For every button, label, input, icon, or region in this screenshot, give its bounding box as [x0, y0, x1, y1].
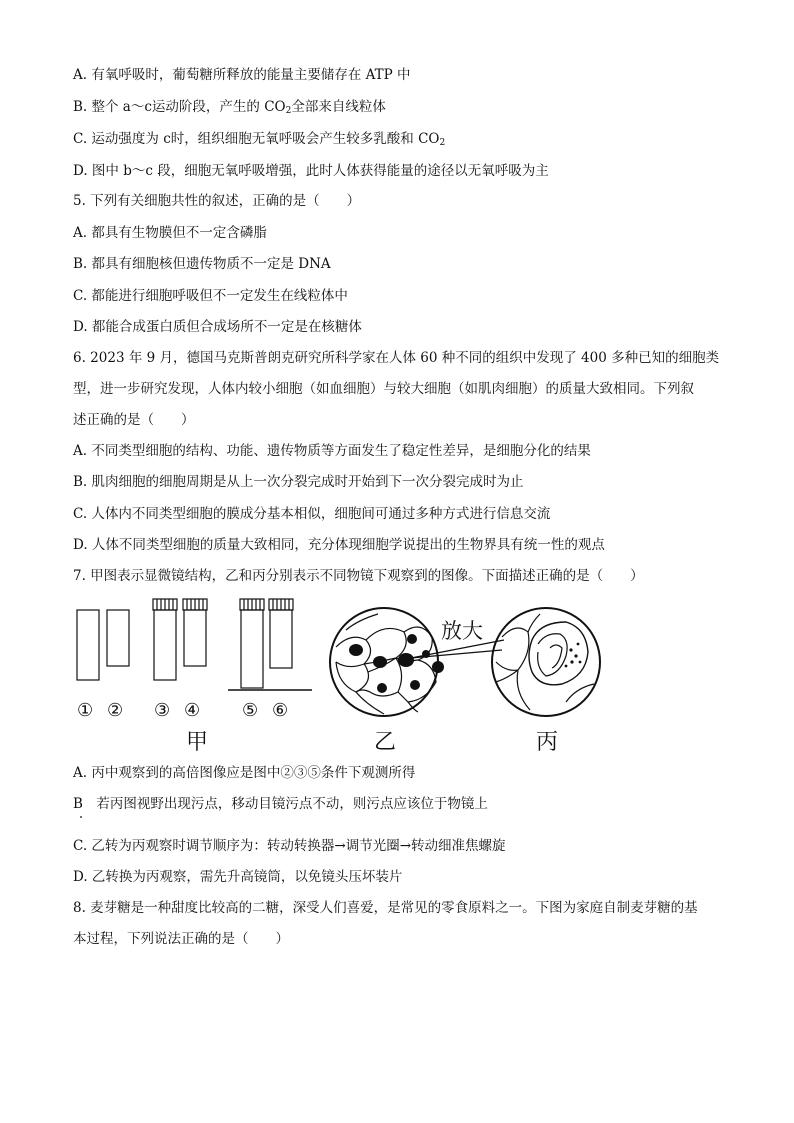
- caption-yi: 乙: [374, 730, 397, 755]
- high-power-view: [492, 608, 600, 716]
- lens-label-6: ⑥: [272, 700, 289, 721]
- q4-option-c: [73, 130, 445, 148]
- objective-short: [184, 610, 206, 666]
- cell-nuclei: [349, 634, 444, 693]
- objective-near-slide: [241, 610, 263, 688]
- q7-option-a: A. 丙中观察到的高倍图像应是图中②③⑤条件下观测所得: [73, 765, 416, 781]
- microscope-figure: [66, 592, 626, 758]
- q4-option-b-text-end: 全部来自线粒体: [291, 99, 386, 115]
- eyepiece-long: [77, 610, 99, 680]
- objective-far-slide: [270, 610, 292, 668]
- q4-option-b: [73, 98, 386, 116]
- q5-option-b: B. 都具有细胞核但遗传物质不一定是 DNA: [73, 256, 331, 272]
- caption-jia: 甲: [186, 730, 209, 755]
- q4-option-c-text: C. 运动强度为 c时，组织细胞无氧呼吸会产生较多乳酸和 CO: [73, 131, 440, 147]
- q4-option-b-text: B. 整个 a～c运动阶段，产生的 CO: [73, 99, 286, 115]
- q4-option-c-subscript: 2: [439, 138, 446, 148]
- objective-long: [154, 610, 176, 680]
- q6-option-d: D. 人体不同类型细胞的质量大致相同，充分体现细胞学说提出的生物界具有统一性的观点: [73, 537, 605, 553]
- q8-stem-line-1: 8. 麦芽糖是一种甜度比较高的二糖，深受人们喜爱，是常见的零食原料之一。下图为家庭自制麦芽糖的基: [73, 900, 698, 916]
- q5-option-a: A. 都具有生物膜但不一定含磷脂: [73, 225, 267, 241]
- zoom-label: 放大: [441, 619, 483, 643]
- stray-dot: [80, 816, 82, 818]
- q7-stem: 7. 甲图表示显微镜结构，乙和丙分别表示不同物镜下观察到的图像。下面描述正确的是（ ）: [73, 568, 644, 584]
- q6-stem-line-2: 型，进一步研究发现，人体内较小细胞（如血细胞）与较大细胞（如肌肉细胞）的质量大致相同。下列叙: [73, 381, 694, 397]
- lens-label-5: ⑤: [242, 700, 259, 721]
- q6-option-a: A. 不同类型细胞的结构、功能、遗传物质等方面发生了稳定性差异，是细胞分化的结果: [73, 443, 591, 459]
- caption-bing: 丙: [536, 730, 559, 755]
- q5-option-d: D. 都能合成蛋白质但合成场所不一定是在核糖体: [73, 319, 362, 335]
- lens-label-4: ④: [184, 700, 201, 721]
- q6-option-b: B. 肌肉细胞的细胞周期是从上一次分裂完成时开始到下一次分裂完成时为止: [73, 474, 524, 490]
- q4-option-d: D. 图中 b～c 段，细胞无氧呼吸增强，此时人体获得能量的途径以无氧呼吸为主: [73, 163, 549, 179]
- q7-option-b: B 若丙图视野出现污点，移动目镜污点不动，则污点应该位于物镜上: [73, 796, 488, 812]
- q7-option-c: C. 乙转为丙观察时调节顺序为：转动转换器→调节光圈→转动细准焦螺旋: [73, 838, 506, 854]
- lens-label-3: ③: [154, 700, 171, 721]
- q6-option-c: C. 人体内不同类型细胞的膜成分基本相似，细胞间可通过多种方式进行信息交流: [73, 506, 551, 522]
- q5-stem: 5. 下列有关细胞共性的叙述，正确的是（ ）: [73, 193, 361, 209]
- q6-stem-line-3: 述正确的是（ ）: [73, 412, 195, 428]
- q8-stem-line-2: 本过程，下列说法正确的是（ ）: [73, 931, 289, 947]
- lens-label-2: ②: [107, 700, 124, 721]
- q4-option-a: A. 有氧呼吸时，葡萄糖所释放的能量主要储存在 ATP 中: [73, 67, 411, 83]
- q7-option-d: D. 乙转换为丙观察，需先升高镜筒，以免镜头压坏装片: [73, 869, 403, 885]
- lens-label-1: ①: [77, 700, 94, 721]
- q5-option-c: C. 都能进行细胞呼吸但不一定发生在线粒体中: [73, 288, 348, 304]
- q4-option-b-subscript: 2: [285, 106, 292, 116]
- eyepiece-short: [107, 610, 129, 666]
- q6-stem-line-1: 6. 2023 年 9 月，德国马克斯普朗克研究所科学家在人体 60 种不同的组织中发现了 400 多种已知的细胞类: [73, 350, 720, 366]
